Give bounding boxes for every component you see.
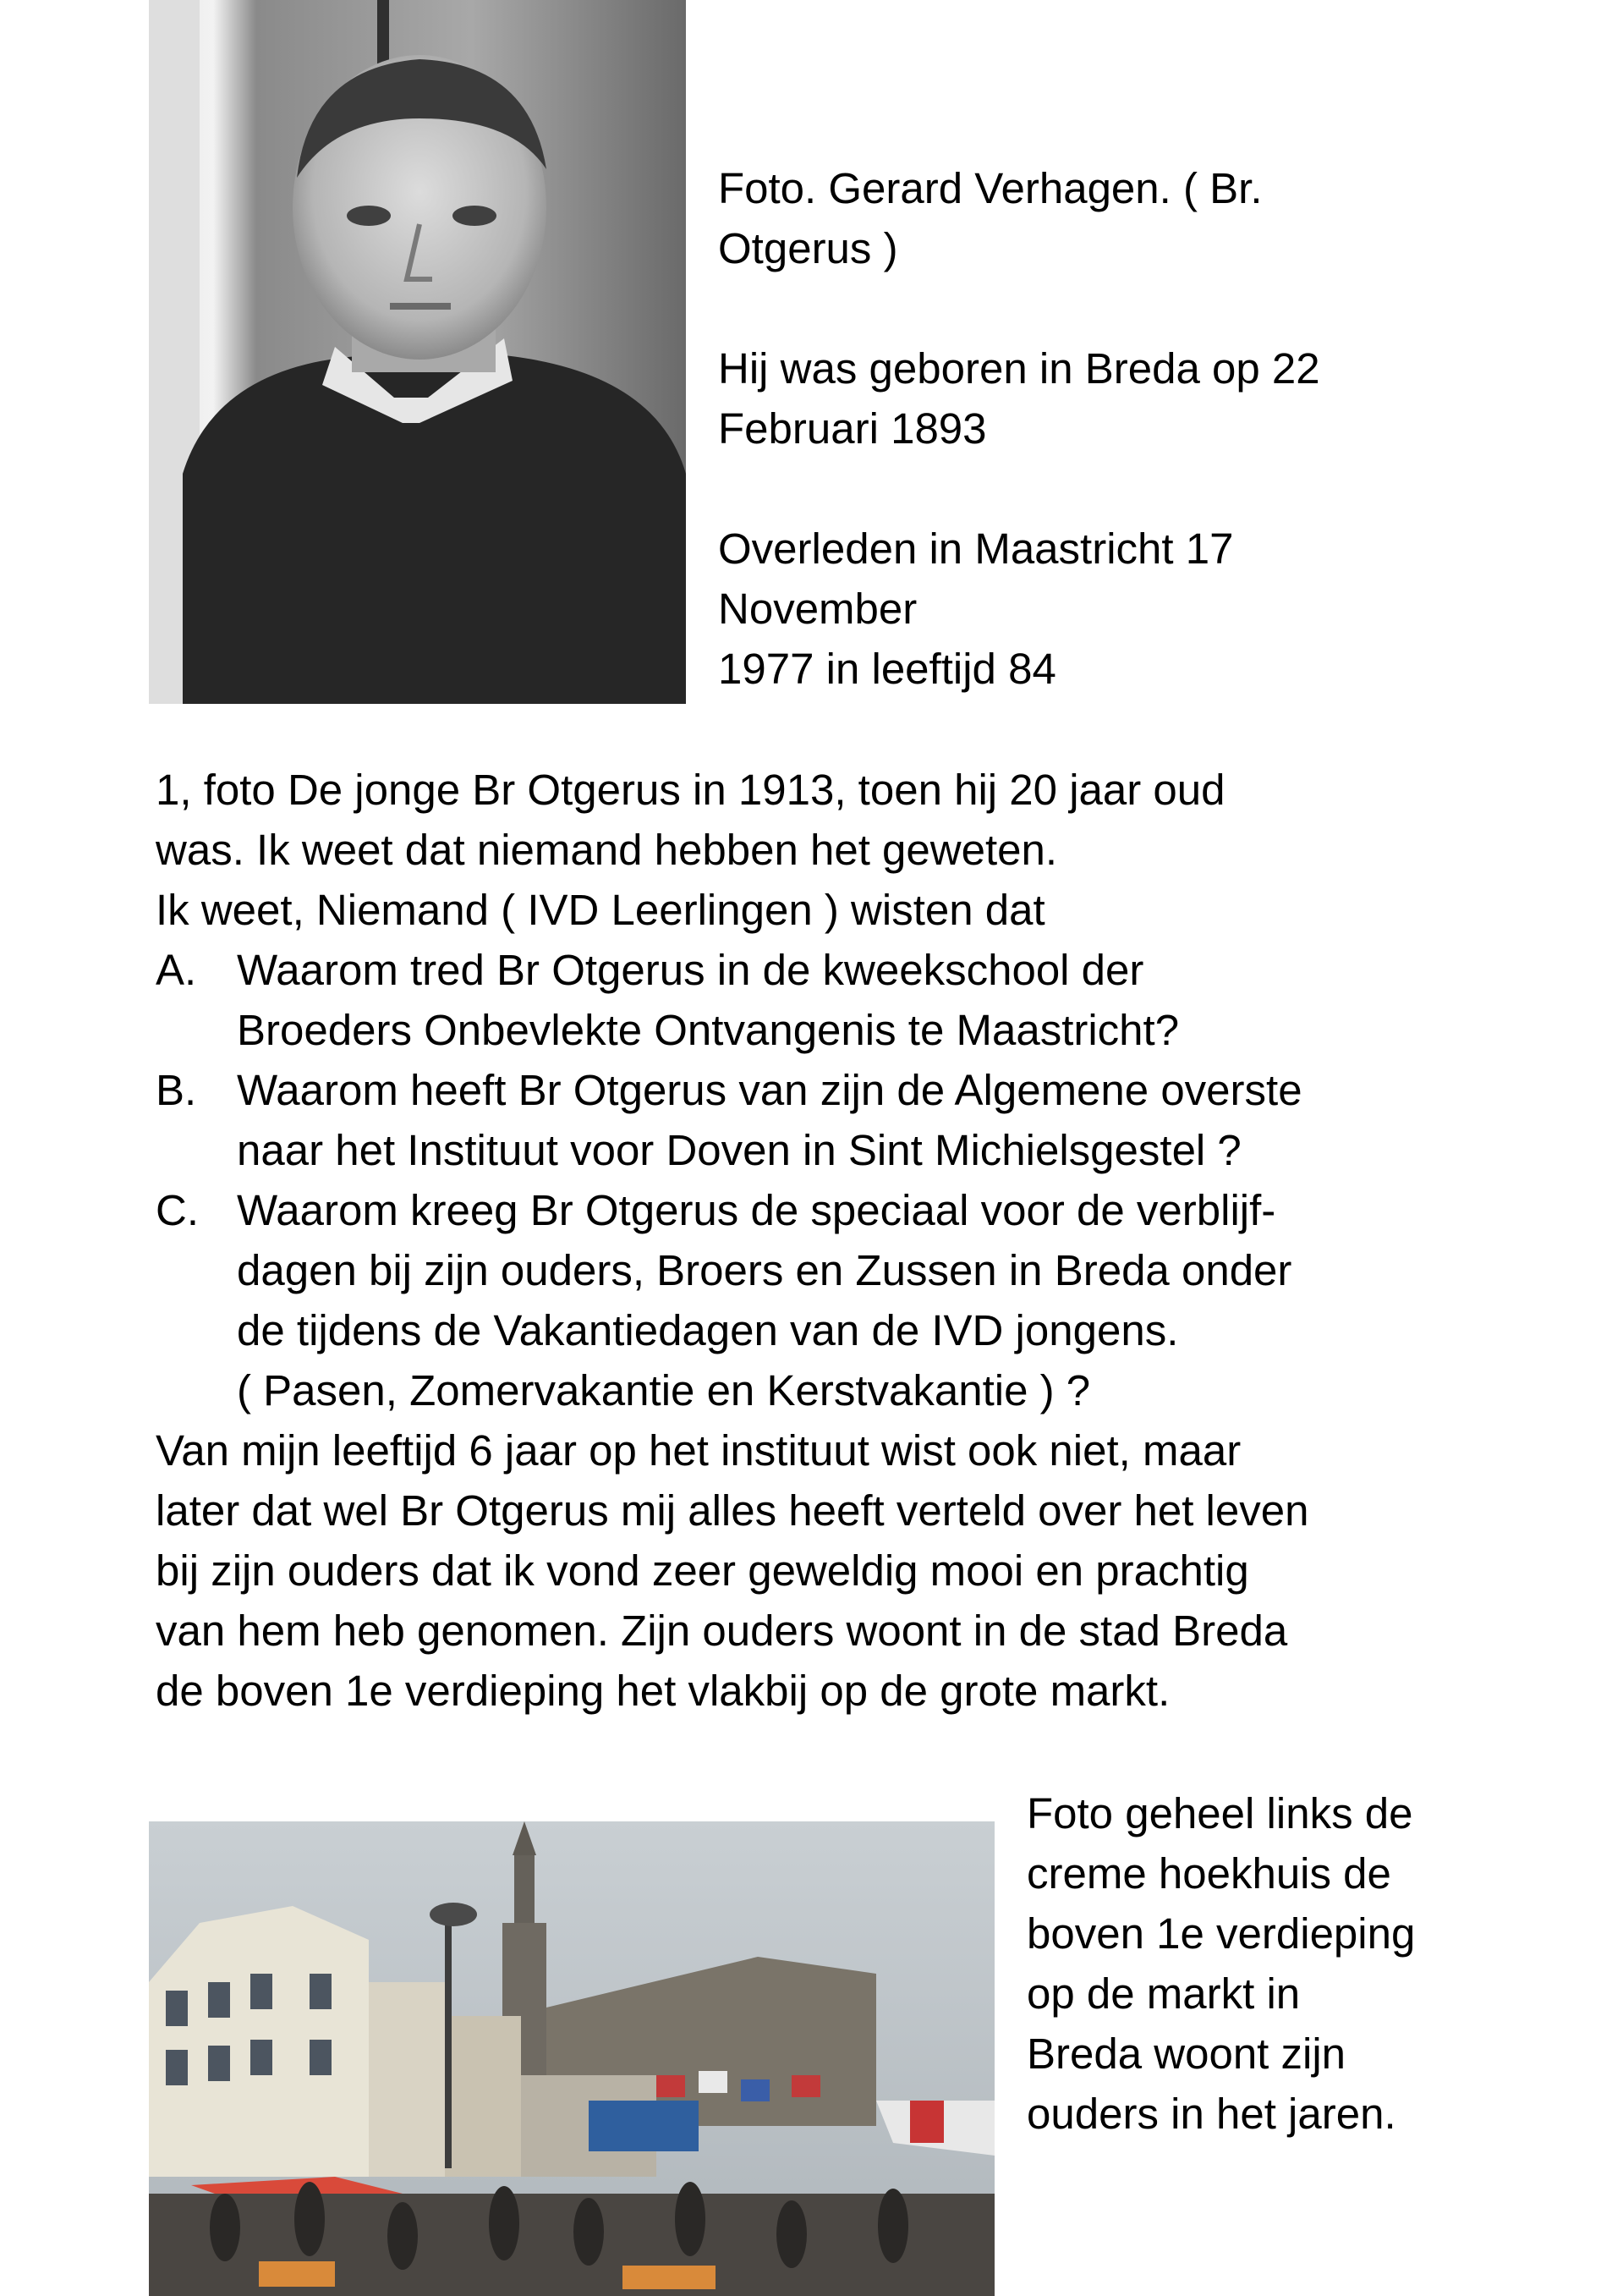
question-a-marker: A. bbox=[156, 946, 197, 994]
question-b-line1: Waarom heeft Br Otgerus van zijn de Algemene overste bbox=[237, 1066, 1302, 1114]
caption-name-line2: Otgerus ) bbox=[718, 224, 898, 272]
paragraph-line1: Van mijn leeftijd 6 jaar op het instituut wist ook niet, maar bbox=[156, 1426, 1242, 1475]
paragraph-line3: bij zijn ouders dat ik vond zeer geweldig mooi en prachtig bbox=[156, 1546, 1249, 1595]
question-c-line2: dagen bij zijn ouders, Broers en Zussen in Breda onder bbox=[237, 1246, 1292, 1294]
body-text bbox=[156, 760, 1551, 1721]
portrait-caption bbox=[718, 158, 1479, 699]
market-caption-line1: Foto geheel links de bbox=[1027, 1789, 1413, 1837]
question-c-marker: C. bbox=[156, 1186, 199, 1234]
question-a-line2: Broeders Onbevlekte Ontvangenis te Maastricht? bbox=[237, 1006, 1180, 1054]
market-caption-line5: Breda woont zijn bbox=[1027, 2030, 1346, 2078]
caption-name-line1: Foto. Gerard Verhagen. ( Br. bbox=[718, 164, 1263, 212]
question-a-line1: Waarom tred Br Otgerus in de kweekschool der bbox=[237, 946, 1144, 994]
paragraph-line5: de boven 1e verdieping het vlakbij op de grote markt. bbox=[156, 1667, 1171, 1715]
caption-born-line1: Hij was geboren in Breda op 22 bbox=[718, 344, 1320, 393]
portrait-illustration bbox=[149, 0, 686, 704]
question-c-line4: ( Pasen, Zomervakantie en Kerstvakantie ) ? bbox=[237, 1366, 1091, 1414]
paragraph-line2: later dat wel Br Otgerus mij alles heeft verteld over het leven bbox=[156, 1486, 1309, 1535]
market-caption-line2: creme hoekhuis de bbox=[1027, 1849, 1391, 1898]
caption-died-line1: Overleden in Maastricht 17 bbox=[718, 525, 1234, 573]
paragraph-line4: van hem heb genomen. Zijn ouders woont in de stad Breda bbox=[156, 1607, 1288, 1655]
question-c bbox=[156, 1180, 1551, 1420]
portrait-photo bbox=[149, 0, 686, 704]
question-b-marker: B. bbox=[156, 1066, 197, 1114]
market-caption-line3: boven 1e verdieping bbox=[1027, 1909, 1416, 1958]
question-c-line3: de tijdens de Vakantiedagen van de IVD jongens. bbox=[237, 1306, 1179, 1354]
question-b bbox=[156, 1060, 1551, 1180]
market-caption-line4: op de markt in bbox=[1027, 1969, 1301, 2018]
market-caption-line6: ouders in het jaren. bbox=[1027, 2090, 1396, 2138]
caption-died-line2: November bbox=[718, 585, 918, 633]
caption-died-line3: 1977 in leeftijd 84 bbox=[718, 645, 1056, 693]
question-c-line1: Waarom kreeg Br Otgerus de speciaal voor de verblijf- bbox=[237, 1186, 1276, 1234]
intro-line2: was. Ik weet dat niemand hebben het geweten. bbox=[156, 826, 1058, 874]
question-b-line2: naar het Instituut voor Doven in Sint Michielsgestel ? bbox=[237, 1126, 1242, 1174]
question-a bbox=[156, 940, 1551, 1060]
market-photo bbox=[149, 1821, 995, 2296]
intro-line3: Ik weet, Niemand ( IVD Leerlingen ) wisten dat bbox=[156, 886, 1045, 934]
caption-born-line2: Februari 1893 bbox=[718, 404, 987, 453]
intro-line1: 1, foto De jonge Br Otgerus in 1913, toen hij 20 jaar oud bbox=[156, 766, 1225, 814]
market-illustration bbox=[149, 1821, 995, 2296]
market-caption bbox=[1027, 1783, 1602, 2144]
